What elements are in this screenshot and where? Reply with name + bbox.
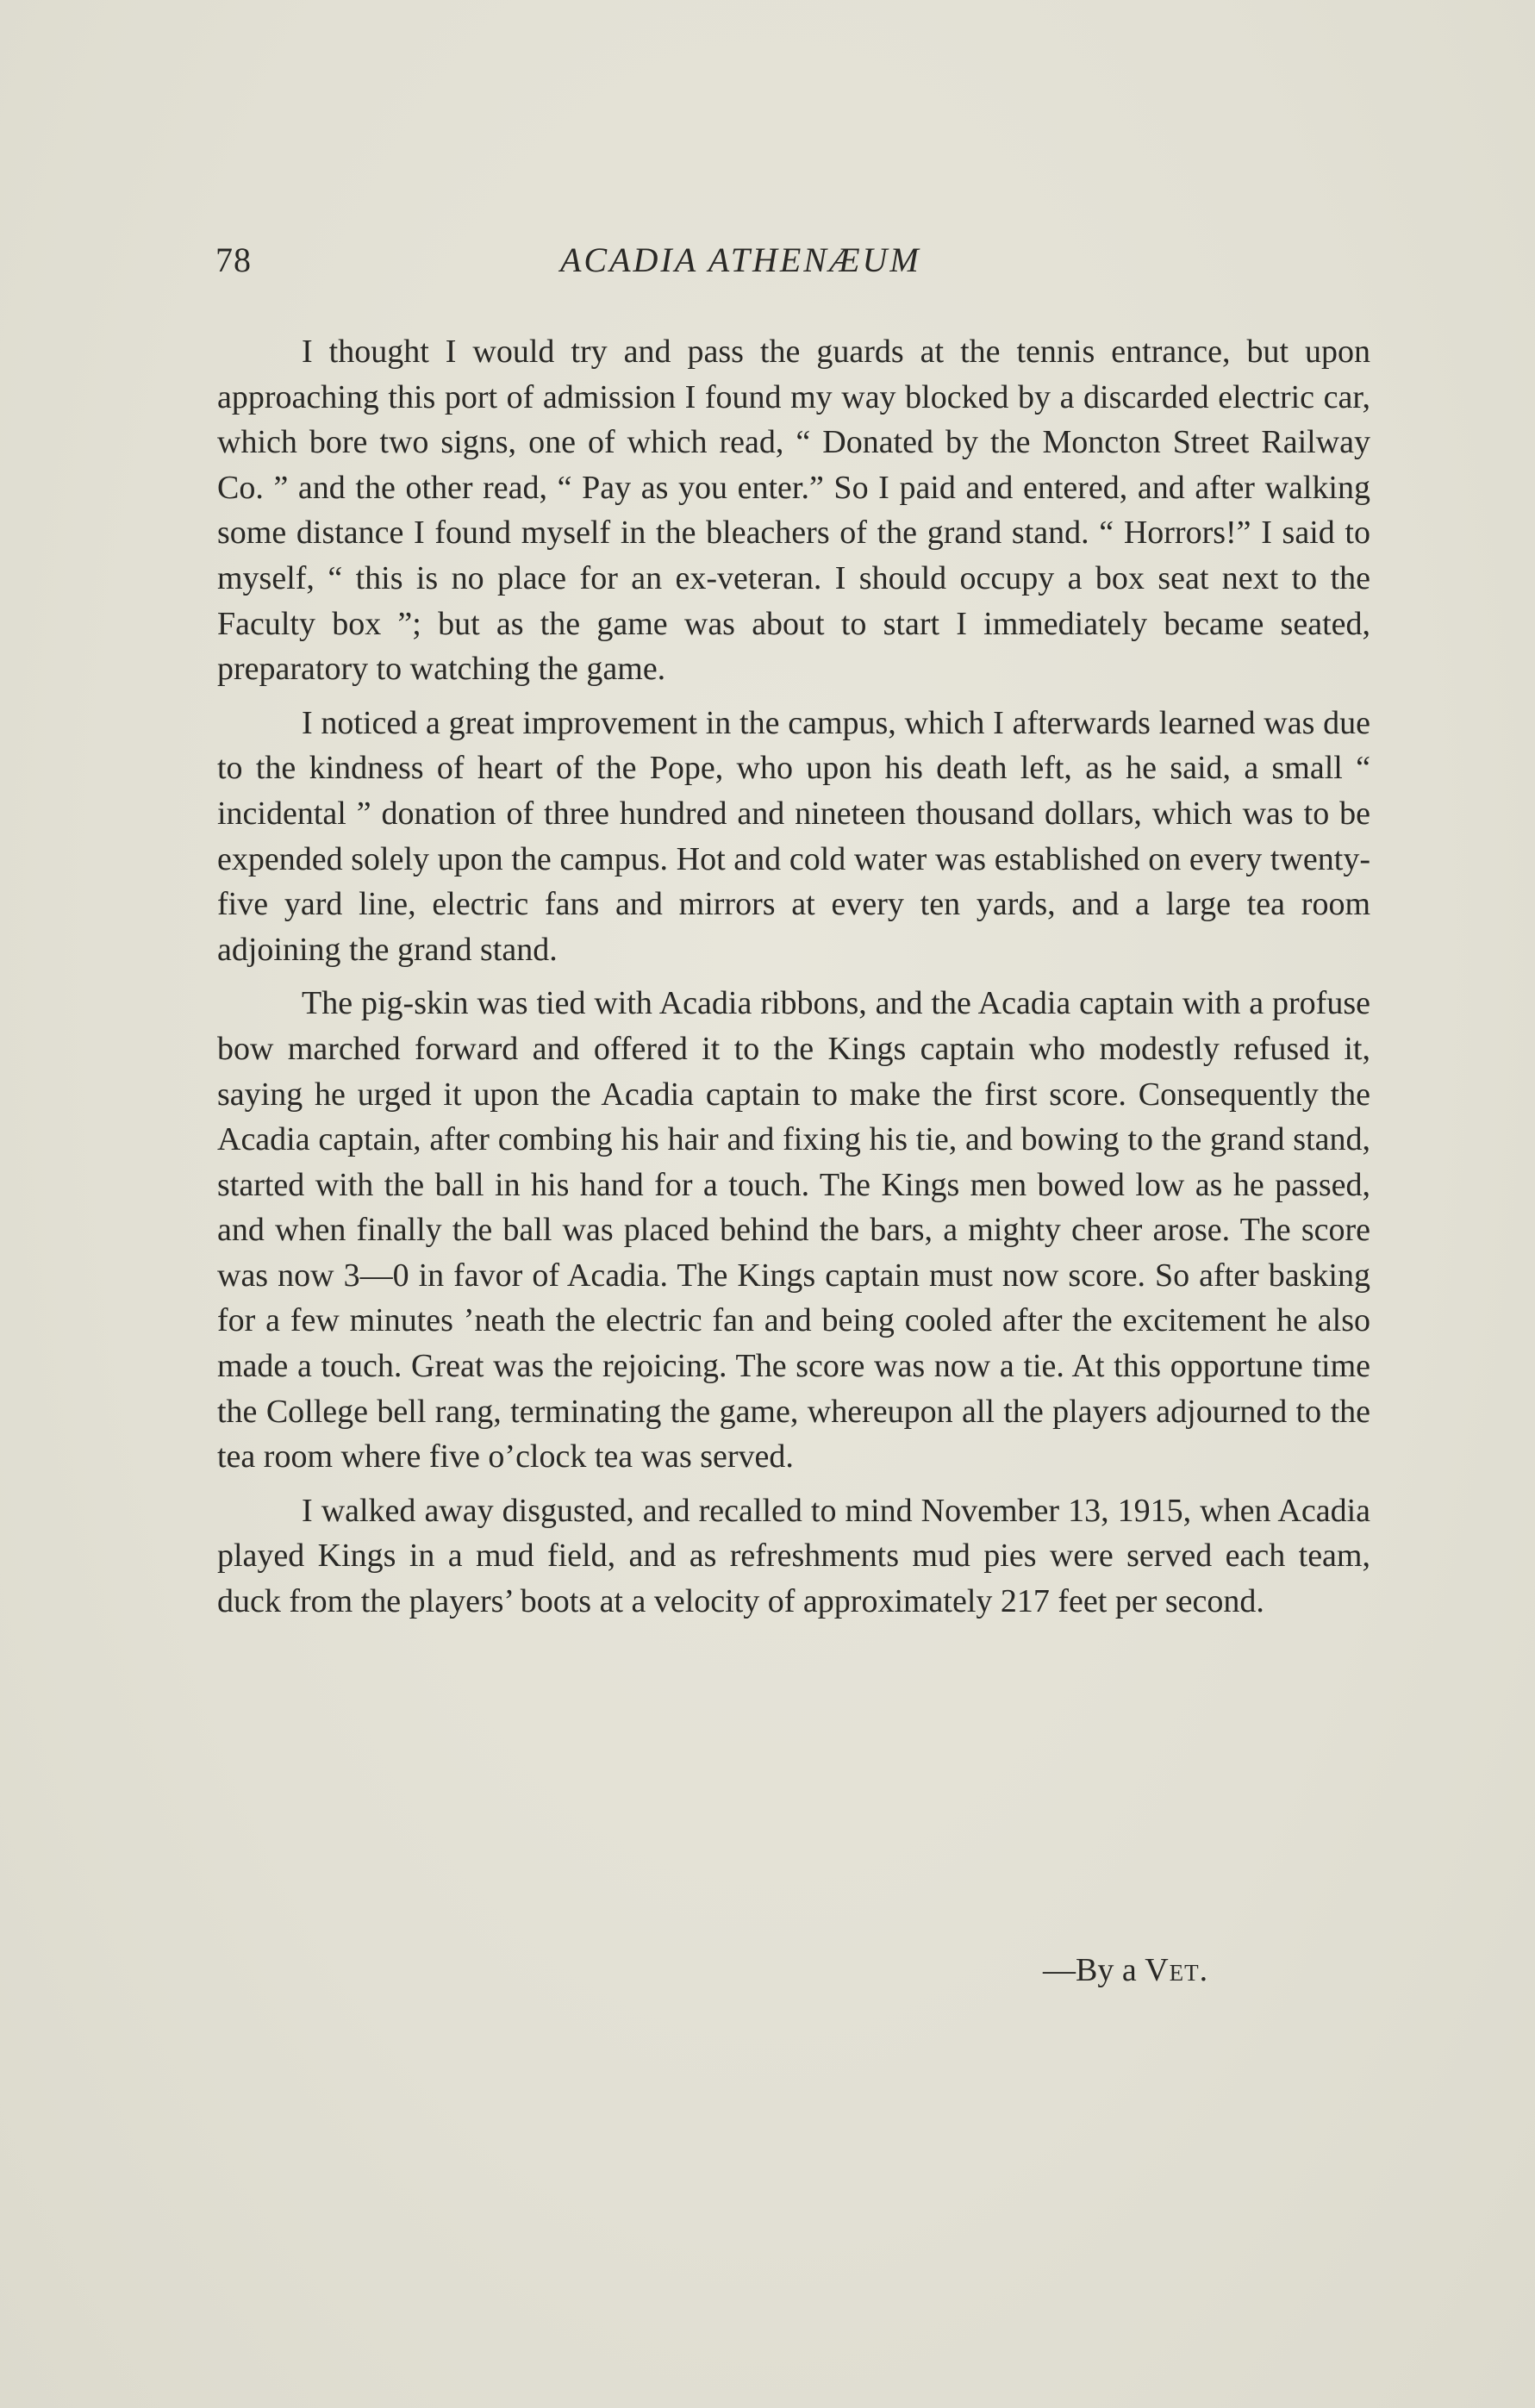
paragraph: The pig-skin was tied with Acadia ribbons, and the Acadia captain with a profuse bow marched forward and offered it to the Kings captain who modestly refused it, saying he urged it upon the Acadia captain to make the first score. Consequently the Acadia captain, after combing his hair and fixing his tie, and bowing to the grand stand, started with the ball in his hand for a touch. The Kings men bowed low as he passed, and when finally the ball was placed behind the bars, a mighty cheer arose. The score was now 3—0 in favor of Acadia. The Kings captain must now score. So after basking for a few minutes ’neath the electric fan and being cooled after the excitement he also made a touch. Great was the rejoicing. The score was now a tie. At this opportune time the College bell rang, terminating the game, whereupon all the players adjourned to the tea room where five o’clock tea was served.	[217, 985, 1370, 1475]
signature-name: Vet.	[1145, 1952, 1209, 1988]
page-number: 78	[215, 240, 252, 279]
paragraph: I walked away disgusted, and recalled to mind November 13, 1915, when Acadia played Kings in a mud field, and as refreshments mud pies were served each team, duck from the players’ boots at a velocity of approximately 217 feet per second.	[217, 1492, 1370, 1620]
paragraph: I noticed a great improvement in the campus, which I afterwards learned was due to the kindness of heart of the Pope, who upon his death left, as he said, a small “ incidental ” donation of three hundred and nineteen thousand dollars, which was to be expended solely upon the campus. Hot and cold water was established on every twenty-five yard line, electric fans and mirrors at every ten yards, and a large tea room adjoining the grand stand.	[217, 704, 1370, 968]
journal-title: ACADIA ATHENÆUM	[560, 240, 921, 279]
article-body	[217, 329, 1370, 1625]
signature-prefix: —By a	[1043, 1952, 1137, 1988]
paragraph: I thought I would try and pass the guards at the tennis entrance, but upon approaching this port of admission I found my way blocked by a discarded electric car, which bore two signs, one of which read, “ Donated by the Moncton Street Railway Co. ” and the other read, “ Pay as you enter.” So I paid and entered, and after walking some distance I found myself in the bleachers of the grand stand. “ Horrors!” I said to myself, “ this is no place for an ex-veteran. I should occupy a box seat next to the Faculty box ”; but as the game was about to start I immediately became seated, preparatory to watching the game.	[217, 334, 1370, 688]
running-head	[215, 240, 1370, 291]
signature	[1043, 1951, 1301, 1989]
